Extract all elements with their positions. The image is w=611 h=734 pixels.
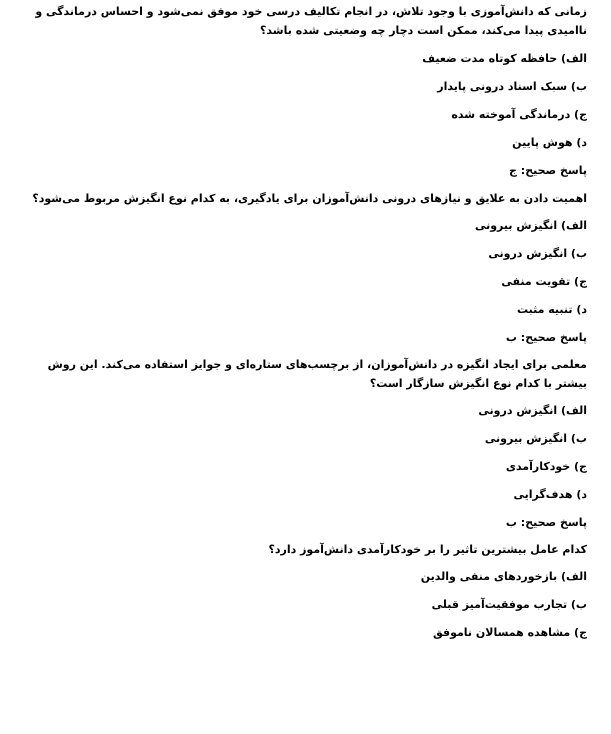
question-block-2 [27, 189, 587, 347]
option-d: د) تنبیه مثبت [516, 303, 587, 316]
option-c: ج) تقویت منفی [501, 275, 587, 288]
option-c: ج) درماندگی آموخته شده [451, 108, 587, 121]
question-block-4 [27, 540, 587, 642]
option-b: ب) تجارب موفقیت‌آمیز قبلی [431, 598, 587, 611]
correct-answer: پاسخ صحیح: ب [505, 516, 587, 529]
option-b: ب) انگیزش بیرونی [484, 432, 587, 445]
correct-answer: پاسخ صحیح: ج [509, 164, 587, 177]
option-a: الف) بازخوردهای منفی والدین [420, 570, 587, 583]
question-text: معلمی برای ایجاد انگیزه در دانش‌آموزان، از برچسب‌های ستاره‌ای و جوایز استفاده می‌کند. این روش بیشتر با کدام نوع انگیزش سازگار است؟ [47, 358, 587, 390]
option-b: ب) انگیزش درونی [488, 247, 587, 260]
option-c: ج) مشاهده همسالان ناموفق [432, 626, 587, 639]
option-c: ج) خودکارآمدی [505, 460, 587, 473]
option-d: د) هدف‌گرایی [513, 488, 587, 501]
correct-answer: پاسخ صحیح: ب [505, 331, 587, 344]
option-a: الف) حافظه کوتاه مدت ضعیف [422, 52, 587, 65]
option-d: د) هوش پایین [512, 136, 587, 149]
question-text: زمانی که دانش‌آموزی با وجود تلاش، در انجام تکالیف درسی خود موفق نمی‌شود و احساس درماندگی و ناامیدی پیدا می‌کند، ممکن است دچار چه وضعیتی شده باشد؟ [35, 5, 587, 37]
question-block-1 [27, 2, 587, 180]
question-block-3 [27, 355, 587, 532]
option-a: الف) انگیزش بیرونی [474, 219, 587, 232]
question-text: کدام عامل بیشترین تاثیر را بر خودکارآمدی دانش‌آموز دارد؟ [268, 543, 587, 556]
question-text: اهمیت دادن به علایق و نیازهای درونی دانش‌آموزان برای یادگیری، به کدام نوع انگیزش مربوط می‌شود؟ [32, 192, 587, 205]
option-a: الف) انگیزش درونی [478, 404, 587, 417]
option-b: ب) سبک اسناد درونی پایدار [437, 80, 587, 93]
document-page [27, 0, 587, 652]
